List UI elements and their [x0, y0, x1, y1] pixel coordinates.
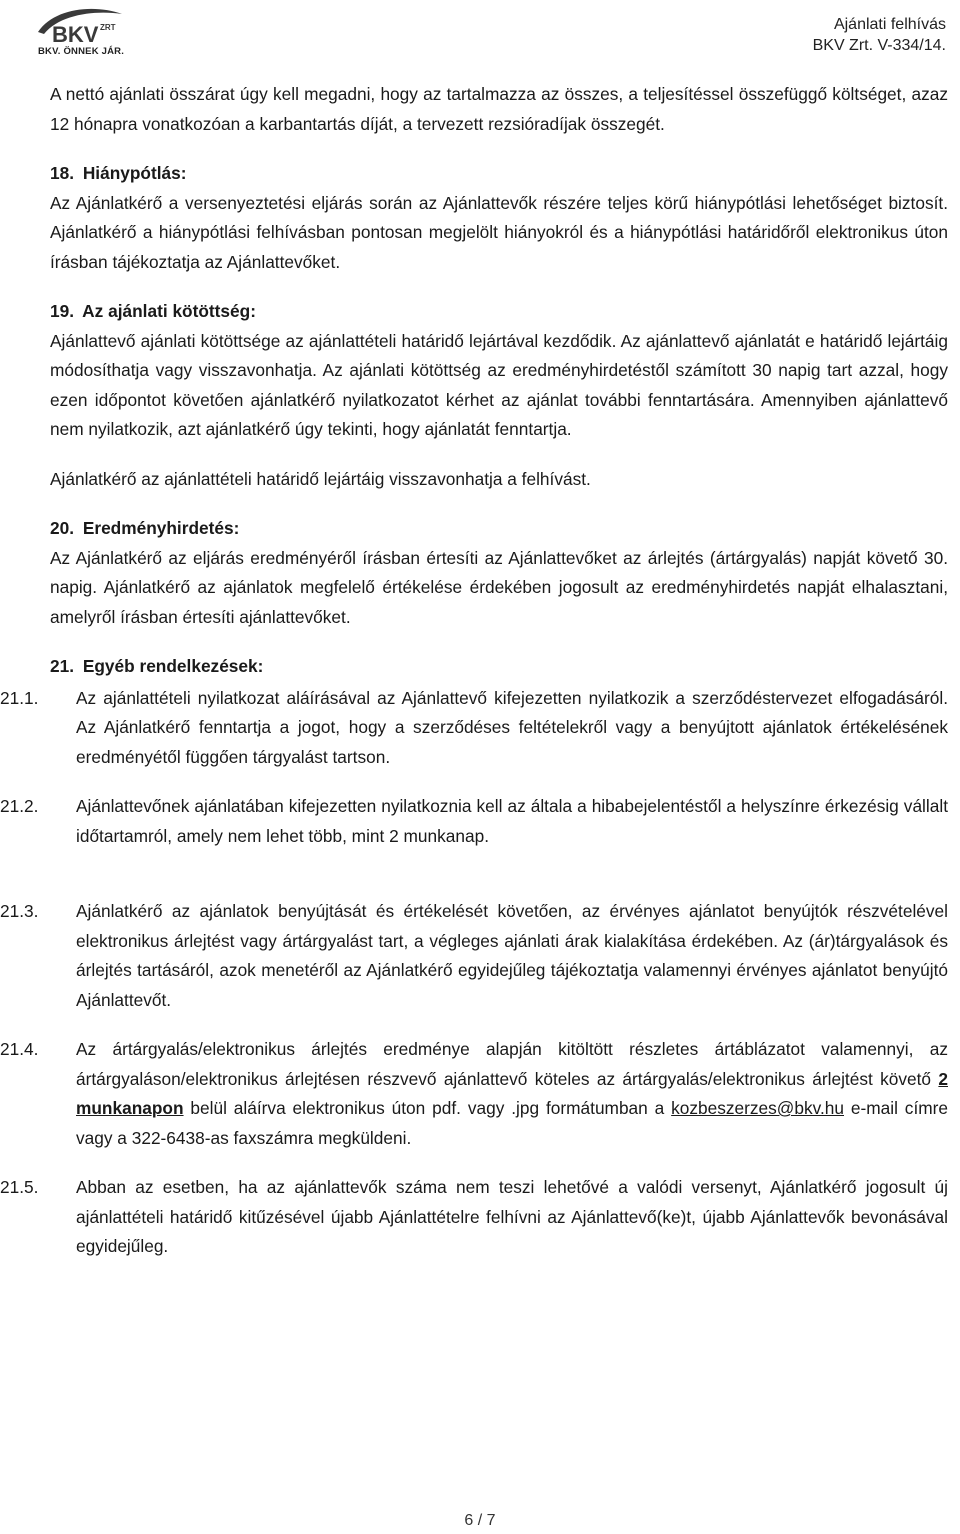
doc-title: Ajánlati felhívás [833, 16, 946, 33]
subsection-number: 21.4. [0, 1039, 39, 1059]
section-title [50, 652, 948, 682]
bkv-logo [34, 2, 126, 62]
subsection [0, 1173, 948, 1262]
subsection-text [76, 1035, 948, 1153]
section-body-2: Ajánlatkérő az ajánlattételi határidő lejártáig visszavonhatja a felhívást. [50, 468, 591, 489]
section-20 [50, 514, 948, 632]
section-number: 19. [50, 301, 75, 321]
subsection [0, 792, 948, 851]
email-link[interactable]: kozbeszerzes@bkv.hu [671, 1098, 844, 1118]
section-19 [50, 297, 948, 494]
section-number: 18. [50, 163, 75, 183]
subsection-number: 21.3. [0, 901, 39, 921]
section-21 [0, 652, 949, 1262]
section-heading: Eredményhirdetés: [82, 518, 240, 538]
doc-ref: BKV Zrt. V-334/14. [812, 37, 946, 54]
header-right [813, 14, 946, 56]
page-number: 6 / 7 [464, 1512, 496, 1529]
logo-sup: ZRT [100, 23, 116, 32]
logo-tagline: BKV. ÖNNEK JÁR. [38, 46, 125, 57]
section-title [50, 297, 948, 327]
section-body: Az Ajánlatkérő a versenyeztetési eljárás során az Ajánlattevők részére teljes körű hiánypótlási lehetőséget biztosít. Ajánlatkérő a hiánypótlási felhívásban pontosan megjelölt hiányokról és a hiánypótlási határidőről elektronikus úton írásban tájékoztatja az Ajánlattevőket. [50, 192, 948, 272]
text-part: belül aláírva elektronikus úton pdf. vagy .jpg formátumban a [183, 1098, 672, 1118]
page-header [0, 0, 960, 64]
section-body: Ajánlattevő ajánlati kötöttsége az ajánlattételi határidő lejártával kezdődik. Az ajánlattevő ajánlatát e határidő lejártáig módosíthatja vagy visszavonhatja. Az ajánlati kötöttség az eredményhirdetéstől számított 30 napig tart azzal, hogy ezen időpontot követően ajánlatkérő nyilatkozatot kérhet az ajánlat további fenntartására. Amennyiben ajánlattevő nem nyilatkozik, azt ajánlatkérő úgy tekinti, hogy ajánlatát fenntartja. [50, 330, 948, 439]
section-heading: Hiánypótlás: [82, 163, 187, 183]
section-heading: Egyéb rendelkezések: [82, 656, 264, 676]
section-title [50, 514, 948, 544]
section-number: 21. [50, 656, 75, 676]
logo-text: BKV [52, 22, 99, 47]
subsection-text: Ajánlatkérő az ajánlatok benyújtását és értékelését követően, az érvényes ajánlatot benyújtók részvételével elektronikus árlejtést vagy ártárgyalást tart, a végleges ajánlati árak kialakítása érdekében. Az (ár)tárgyalások és árlejtés tartásáról, azok menetéről az Ajánlatkérő egyidejűleg tájékoztatja valamennyi érvényes ajánlatot benyújtó Ajánlattevőt. [76, 901, 948, 1010]
section-body: Az Ajánlatkérő az eljárás eredményéről írásban értesíti az Ajánlattevőket az árlejtés (ártárgyalás) napját követő 30. napig. Ajánlatkérő az ajánlatok megfelelő értékelése érdekében jogosult az eredményhirdetés napját elhalasztani, amelyről írásban értesíti ajánlattevőket. [50, 547, 948, 627]
subsection-number: 21.5. [0, 1177, 39, 1197]
subsection-number: 21.1. [0, 687, 39, 708]
document-body [0, 80, 949, 1262]
section-18 [50, 159, 948, 277]
section-heading: Az ajánlati kötöttség: [82, 301, 256, 321]
deadline-emphasis: 2 munkanapon [76, 1068, 948, 1118]
subsection [0, 897, 948, 1015]
section-number: 20. [50, 518, 75, 538]
subsection-text: Ajánlattevőnek ajánlatában kifejezetten nyilatkoznia kell az általa a hibabejelentéstől a helyszínre érkezésig vállalt időtartamról, amely nem lehet több, mint 2 munkanap. [76, 796, 948, 846]
text-part: e-mail címre vagy a 322-6438-as faxszámra megküldeni. [76, 1098, 949, 1148]
subsection-list [0, 684, 949, 1262]
subsection-text: Az ajánlattételi nyilatkozat aláírásával az Ajánlattevő kifejezetten nyilatkozik a szerződéstervezet elfogadásáról. Az Ajánlatkérő fenntartja a jogot, hogy a szerződéses feltételekről vagy a benyújtott ajánlatok értékelésének eredményétől függően tárgyalást tartson. [76, 687, 948, 767]
subsection-number: 21.2. [0, 796, 39, 816]
subsection-text: Abban az esetben, ha az ajánlattevők száma nem teszi lehetővé a valódi versenyt, Ajánlatkérő jogosult új ajánlattételi határidő kitűzésével újabb Ajánlattételre felhívni az Ajánlattevő(ke)t, újabb Ajánlattevők bevonásával egyidejűleg. [76, 1177, 948, 1256]
section-title [50, 159, 948, 189]
subsection [0, 1035, 948, 1153]
subsection [0, 684, 948, 773]
text-part: Az ártárgyalás/elektronikus árlejtés eredménye alapján kitöltött részletes ártáblázatot valamennyi, az ártárgyaláson/elektronikus árlejtésen részvevő ajánlattevő köteles az ártárgyalás/elektronikus árlejtést követő [76, 1039, 948, 1089]
intro-paragraph: A nettó ajánlati összárat úgy kell megadni, hogy az tartalmazza az összes, a teljesítéssel összefüggő költséget, azaz 12 hónapra vonatkozóan a karbantartás díját, a tervezett rezsióradíjak összegét. [50, 84, 948, 134]
